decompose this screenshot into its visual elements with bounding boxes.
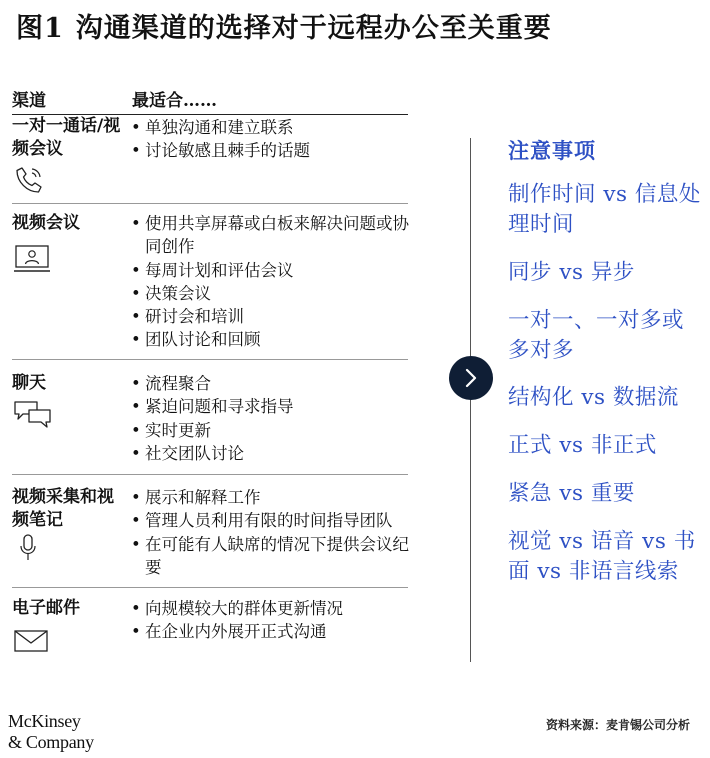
channel-uses-video <box>130 212 420 352</box>
envelope-icon <box>13 629 49 653</box>
consideration-item: 视觉 vs 语音 vs 书面 vs 非语言线索 <box>508 529 696 584</box>
channel-name-email: 电子邮件 <box>12 598 80 618</box>
list-item: • 团队讨论和回顾 <box>130 328 420 351</box>
column-divider <box>470 138 471 662</box>
list-item: • 研讨会和培训 <box>130 305 420 328</box>
list-item: • 紧迫问题和寻求指导 <box>130 395 420 418</box>
next-arrow-button[interactable] <box>449 356 493 400</box>
list-item: • 在可能有人缺席的情况下提供会议纪要 <box>130 533 420 580</box>
channel-uses-call <box>130 116 420 163</box>
list-item: • 使用共享屏幕或白板来解决问题或协同创作 <box>130 212 420 259</box>
channel-uses-chat <box>130 372 420 465</box>
row-divider <box>12 359 408 360</box>
mckinsey-logo <box>8 711 94 753</box>
phone-icon <box>13 164 45 196</box>
microphone-icon <box>18 533 38 563</box>
channel-name-chat: 聊天 <box>12 373 46 393</box>
list-item: • 展示和解释工作 <box>130 486 420 509</box>
figure-title <box>14 6 552 45</box>
list-item: • 在企业内外展开正式沟通 <box>130 620 420 643</box>
list-item: • 实时更新 <box>130 419 420 442</box>
list-item: • 讨论敏感且棘手的话题 <box>130 139 420 162</box>
best-for-column-header: 最适合…… <box>132 91 217 111</box>
consideration-item: 制作时间 vs 信息处理时间 <box>508 182 701 237</box>
list-item: • 单独沟通和建立联系 <box>130 116 420 139</box>
channel-column-header: 渠道 <box>12 91 46 111</box>
figure-number: 图1 <box>16 13 64 44</box>
list-item: • 决策会议 <box>130 282 420 305</box>
consideration-item: 结构化 vs 数据流 <box>508 385 679 410</box>
logo-line2: & Company <box>8 732 94 752</box>
row-divider <box>12 474 408 475</box>
figure-title-text: 沟通渠道的选择对于远程办公至关重要 <box>75 13 552 44</box>
list-item: • 管理人员利用有限的时间指导团队 <box>130 509 420 532</box>
chat-bubbles-icon <box>13 400 53 430</box>
consideration-item: 正式 vs 非正式 <box>508 433 657 458</box>
channel-name-call: 一对一通话/视频会议 <box>12 116 121 159</box>
channel-name-video-capture: 视频采集和视频笔记 <box>12 487 114 530</box>
list-item: • 每周计划和评估会议 <box>130 259 420 282</box>
logo-line1: McKinsey <box>8 711 81 731</box>
row-divider <box>12 587 408 588</box>
list-item: • 流程聚合 <box>130 372 420 395</box>
source-note: 资料来源：麦肯锡公司分析 <box>545 718 690 732</box>
channel-uses-email <box>130 597 420 644</box>
list-item: • 向规模较大的群体更新情况 <box>130 597 420 620</box>
row-divider <box>12 203 408 204</box>
chevron-right-icon <box>462 367 480 389</box>
consideration-item: 一对一、一对多或多对多 <box>508 308 685 363</box>
considerations-title: 注意事项 <box>508 138 596 163</box>
channel-uses-video-capture <box>130 486 420 579</box>
channel-name-video: 视频会议 <box>12 213 80 233</box>
list-item: • 社交团队讨论 <box>130 442 420 465</box>
consideration-item: 紧急 vs 重要 <box>508 481 635 506</box>
video-conference-icon <box>13 244 51 276</box>
consideration-item: 同步 vs 异步 <box>508 260 635 285</box>
